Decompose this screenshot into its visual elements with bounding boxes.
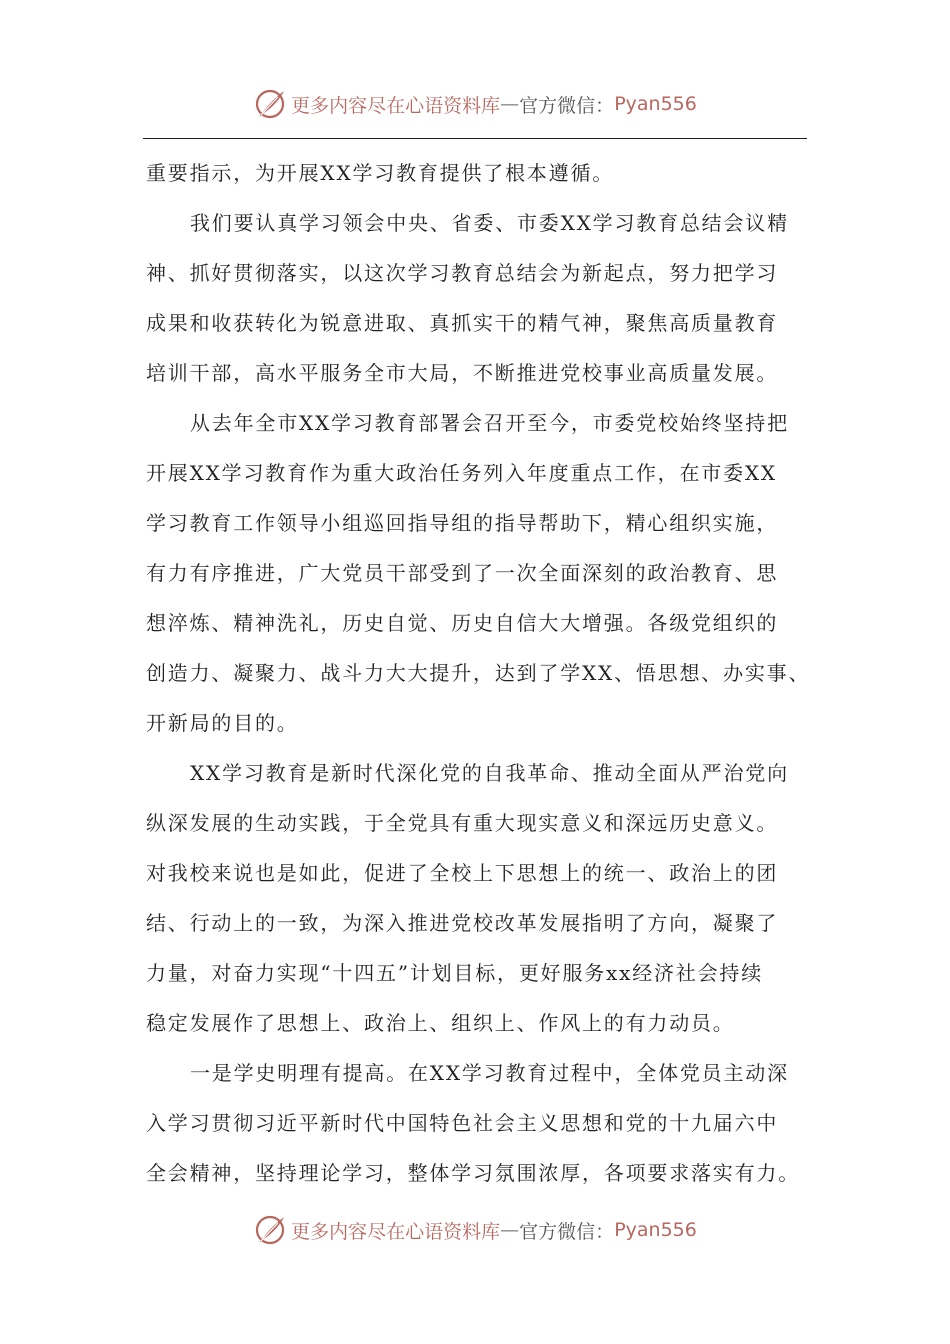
text-line: 开展XX学习教育作为重大政治任务列入年度重点工作，在市委XX bbox=[146, 461, 777, 485]
header-divider bbox=[143, 138, 807, 139]
text-line: 开新局的目的。 bbox=[146, 711, 299, 735]
text-line: 从去年全市XX学习教育部署会召开至今，市委党校始终坚持把 bbox=[190, 411, 789, 435]
text-line: 力量，对奋力实现“十四五”计划目标，更好服务xx经济社会持续 bbox=[146, 961, 764, 985]
text-line: 培训干部，高水平服务全市大局，不断推进党校事业高质量发展。 bbox=[146, 361, 779, 385]
text-line: 一是学史明理有提高。在XX学习教育过程中，全体党员主动深 bbox=[190, 1061, 789, 1085]
text-line: XX学习教育是新时代深化党的自我革命、推动全面从严治党向 bbox=[190, 761, 789, 785]
footer-banner bbox=[0, 1208, 950, 1252]
feather-pen-logo-icon bbox=[253, 1213, 287, 1247]
document-body bbox=[146, 148, 810, 1198]
text-line: 全会精神，坚持理论学习，整体学习氛围浓厚，各项要求落实有力。 bbox=[146, 1161, 800, 1185]
text-line: 入学习贯彻习近平新时代中国特色社会主义思想和党的十九届六中 bbox=[146, 1111, 779, 1135]
banner-wechat-label: 官方微信： bbox=[519, 1220, 615, 1243]
text-line: 我们要认真学习领会中央、省委、市委XX学习教育总结会议精 bbox=[190, 211, 789, 235]
text-line: 神、抓好贯彻落实，以这次学习教育总结会为新起点，努力把学习 bbox=[146, 261, 779, 285]
feather-pen-logo-icon bbox=[253, 87, 287, 121]
text-line: 稳定发展作了思想上、政治上、组织上、作风上的有力动员。 bbox=[146, 1011, 735, 1035]
text-line: 纵深发展的生动实践，于全党具有重大现实意义和深远历史意义。 bbox=[146, 811, 779, 835]
text-line: 有力有序推进，广大党员干部受到了一次全面深刻的政治教育、思 bbox=[146, 561, 779, 585]
banner-separator: — bbox=[500, 93, 520, 115]
text-line: 创造力、凝聚力、战斗力大大提升，达到了学XX、悟思想、办实事、 bbox=[146, 661, 811, 685]
banner-text: 更多内容尽在心语资料库 bbox=[291, 94, 501, 117]
text-line: 成果和收获转化为锐意进取、真抓实干的精气神，聚焦高质量教育 bbox=[146, 311, 779, 335]
text-line: 对我校来说也是如此，促进了全校上下思想上的统一、政治上的团 bbox=[146, 861, 779, 885]
text-line: 想淬炼、精神洗礼，历史自觉、历史自信大大增强。各级党组织的 bbox=[146, 611, 779, 635]
banner-wechat-id: Pyan556 bbox=[614, 93, 697, 115]
banner-wechat-label: 官方微信： bbox=[519, 94, 615, 117]
banner-separator: — bbox=[500, 1219, 520, 1241]
banner-wechat-id: Pyan556 bbox=[614, 1219, 697, 1241]
banner-text: 更多内容尽在心语资料库 bbox=[291, 1220, 501, 1243]
text-line: 结、行动上的一致，为深入推进党校改革发展指明了方向，凝聚了 bbox=[146, 911, 779, 935]
header-banner bbox=[0, 82, 950, 126]
text-line: 学习教育工作领导小组巡回指导组的指导帮助下，精心组织实施， bbox=[146, 511, 779, 535]
text-line: 重要指示，为开展XX学习教育提供了根本遵循。 bbox=[146, 161, 615, 185]
